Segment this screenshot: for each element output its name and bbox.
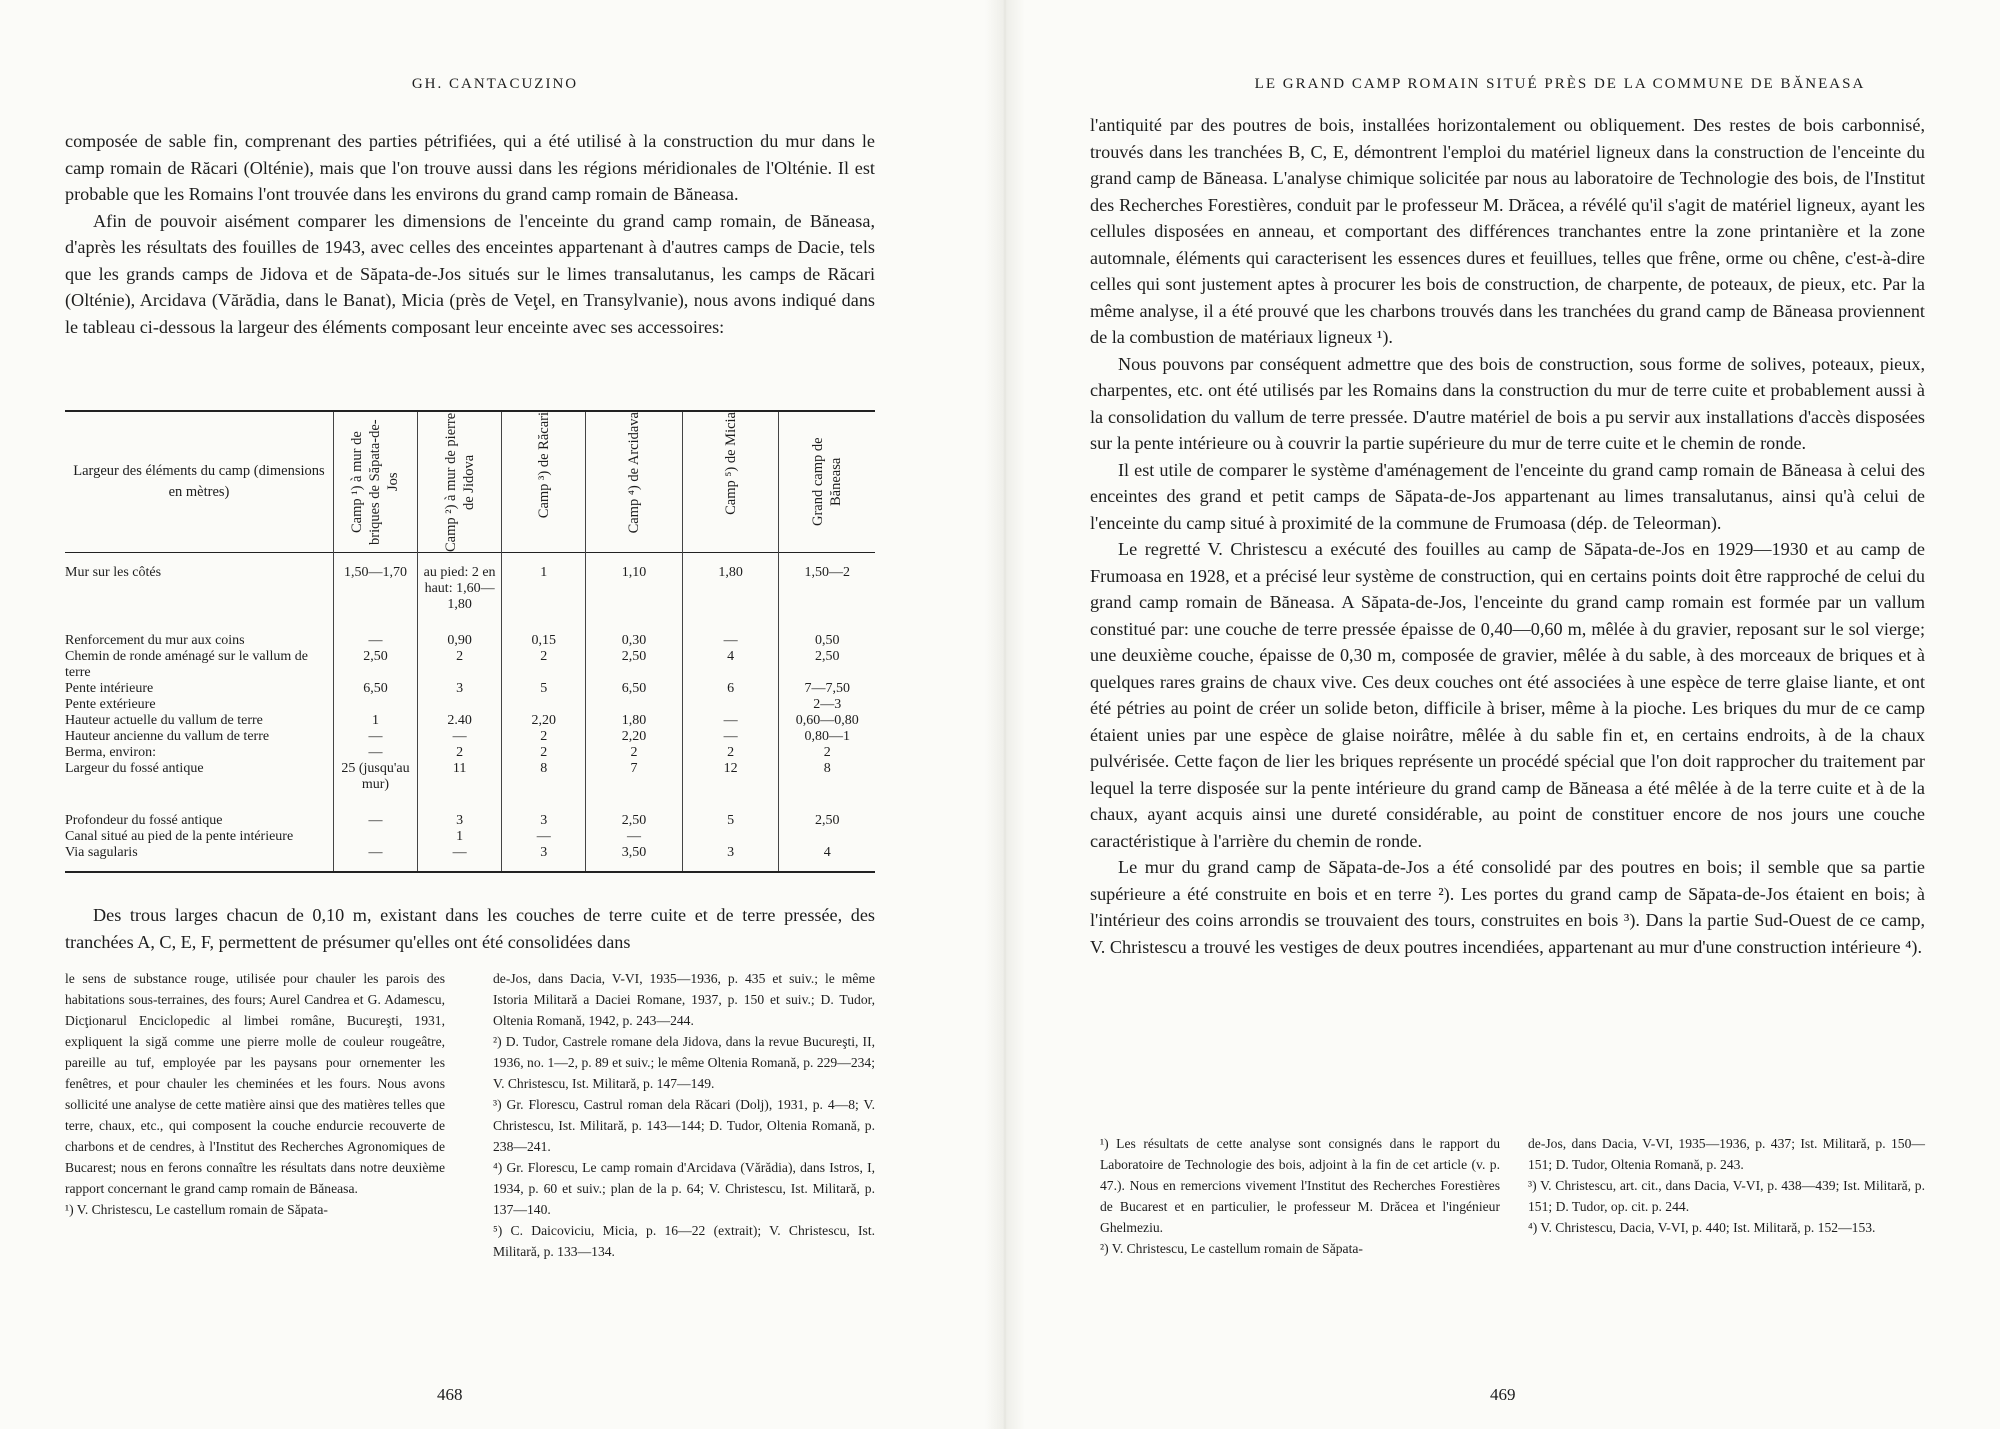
paragraph: Il est utile de comparer le système d'aménagement de l'enceinte du grand camp romain de Băneasa à celui des enceintes des grand et petit camps de Săpata-de-Jos appartenant au limes transalutanus, ainsi qu'à celui de l'enceinte du camp situé à proximité de la commune de Frumoasa (dép. de Teleorman). (1090, 459, 1925, 533)
table-row (65, 697, 875, 713)
table-row (65, 845, 875, 872)
table-body (65, 553, 875, 873)
table-row (65, 613, 875, 649)
table-cell: 2 (418, 745, 502, 761)
table-cell: 0,80—1 (779, 729, 875, 745)
footnote: ⁴) Gr. Florescu, Le camp romain d'Arcidava (Vărădia), dans Istros, I, 1934, p. 60 et suiv.; plan de la p. 64; V. Christescu, Ist. Militară, p. 137—140. (493, 1160, 875, 1217)
paragraph: composée de sable fin, comprenant des parties pétrifiées, qui a été utilisé à la construction du mur dans le camp romain de Răcari (Olténie), mais que l'on trouve aussi dans les régions méridionales de l'Olténie. Il est probable que les Romains l'ont trouvée dans les environs du grand camp romain de Băneasa. (65, 131, 875, 204)
table-cell: 8 (502, 761, 586, 793)
footnotes-column-1 (1100, 1133, 1500, 1259)
table-cell: 2 (502, 745, 586, 761)
table-cell: 2,20 (502, 713, 586, 729)
page-number: 468 (437, 1385, 463, 1404)
table-cell: 2,50 (779, 649, 875, 681)
table-row (65, 681, 875, 697)
table-cell: 2,50 (333, 649, 417, 681)
table-row-header: Largeur des éléments du camp (dimensions en mètres) (73, 463, 325, 500)
table-cell (682, 697, 779, 713)
row-label: Berma, environ: (65, 745, 156, 760)
table-cell: 11 (418, 761, 502, 793)
table-cell: 8 (779, 761, 875, 793)
table-cell: 1,50—2 (779, 553, 875, 614)
table-cell: 7—7,50 (779, 681, 875, 697)
table-row (65, 761, 875, 793)
column-header: Camp ¹) à mur de briques de Săpata-de-Jos (349, 419, 402, 545)
row-label: Pente intérieure (65, 681, 154, 696)
table-cell: 4 (779, 845, 875, 872)
table-row (65, 829, 875, 845)
table-cell: 2,50 (586, 793, 683, 829)
paragraph: Le mur du grand camp de Săpata-de-Jos a été consolidé par des poutres en bois; il semble que sa partie supérieure a été construite en bois et en terre ²). Les portes du grand camp de Săpata-de-Jos étaient en bois; à l'intérieur des coins arrondis se trouvaient des tours, construites en bois ³). Dans la partie Sud-Ouest de ce camp, V. Christescu a trouvé les vestiges de deux poutres incendiées, appartenant au mur d'une construction intérieure ⁴). (1090, 857, 1925, 957)
table-row (65, 745, 875, 761)
row-label: Renforcement du mur aux coins (65, 633, 245, 648)
body-text-continuation (65, 902, 875, 955)
table-cell: 0,90 (418, 613, 502, 649)
table-cell: — (586, 829, 683, 845)
table-cell: — (333, 793, 417, 829)
column-header: Camp ⁵) de Micia (722, 412, 739, 515)
table-cell: — (682, 713, 779, 729)
table-cell: 2 (779, 745, 875, 761)
table-row (65, 713, 875, 729)
body-text (1090, 112, 1925, 960)
table-cell: 0,30 (586, 613, 683, 649)
table-cell: 3 (418, 681, 502, 697)
table-cell (333, 697, 417, 713)
table-cell: 0,50 (779, 613, 875, 649)
table-cell: 3 (418, 793, 502, 829)
table-cell: 2,20 (586, 729, 683, 745)
row-label: Chemin de ronde aménagé sur le vallum de terre (65, 649, 308, 680)
row-label: Pente extérieure (65, 697, 156, 712)
table-cell: 12 (682, 761, 779, 793)
table-cell: 2 (418, 649, 502, 681)
table-row (65, 729, 875, 745)
table-cell: 6,50 (586, 681, 683, 697)
table-cell: — (333, 613, 417, 649)
table-cell: — (333, 845, 417, 872)
row-label: Canal situé au pied de la pente intérieure (65, 829, 294, 844)
table-cell: 25 (jusqu'au mur) (333, 761, 417, 793)
table-cell (502, 697, 586, 713)
paragraph: Nous pouvons par conséquent admettre que des bois de construction, sous forme de solives, poteaux, pieux, charpentes, etc. ont été utilisés par les Romains dans la construction du mur de terre cuite et probablement aussi à la consolidation du vallum de terre pressée. D'autre matériel de bois a pu servir aux installations d'accès disposées sur la pente intérieure ou à couvrir la partie supérieure du mur de terre cuite et le chemin de ronde. (1090, 353, 1925, 453)
footnote: de-Jos, dans Dacia, V-VI, 1935—1936, p. 435 et suiv.; le même Istoria Militară a Daciei Romane, 1937, p. 150 et suiv.; D. Tudor, Oltenia Romană, 1942, p. 243—244. (493, 971, 875, 1028)
table-cell: 1,80 (586, 713, 683, 729)
row-label: Hauteur ancienne du vallum de terre (65, 729, 270, 744)
paragraph: l'antiquité par des poutres de bois, installées horizontalement ou obliquement. Des restes de bois carbonnisé, trouvés dans les tranchées B, C, E, démontrent l'emploi du matériel ligneux dans la construction de l'enceinte du grand camp de Băneasa. L'analyse chimique solicitée par nous au laboratoire de Technologie des bois, de l'Institut des Recherches Forestières, conduit par le professeur M. Drăcea, a révélé qu'il s'agit de matériel ligneux, ayant les cellules disposées en anneau, et comportant des différences tranchantes entre la zone printanière et la zone automnale, éléments qui caracterisent les essences dures et feuillues, telles que frêne, orme ou chêne, c'est-à-dire celles qui sont justement aptes à procurer les bois de construction, de charpente, de poteaux, de pieux, etc. Par la même analyse, il a été prouvé que les charbons trouvés dans les tranchées du grand camp de Băneasa proviennent de la combustion de matériaux ligneux ¹). (1090, 115, 1925, 347)
table-cell: 0,60—0,80 (779, 713, 875, 729)
table-cell: 1 (502, 553, 586, 614)
table-cell: 2,50 (586, 649, 683, 681)
table-cell: 4 (682, 649, 779, 681)
table-cell (333, 829, 417, 845)
table-cell: 2 (502, 729, 586, 745)
running-head: LE GRAND CAMP ROMAIN SITUÉ PRÈS DE LA COMMUNE DE BĂNEASA (1254, 76, 1866, 92)
footnote: ²) V. Christescu, Le castellum romain de Săpata- (1100, 1241, 1363, 1256)
footnote: ³) Gr. Florescu, Castrul roman dela Răcari (Dolj), 1931, p. 4—8; V. Christescu, Ist. Militară, p. 143—144; D. Tudor, Oltenia Romană, p. 238—241. (493, 1097, 875, 1154)
table-cell: 1,80 (682, 553, 779, 614)
table-cell: 7 (586, 761, 683, 793)
table-cell: — (418, 729, 502, 745)
table-cell: 0,15 (502, 613, 586, 649)
book-gutter (985, 0, 1025, 1429)
table-row (65, 649, 875, 681)
table-cell (779, 829, 875, 845)
right-page (1045, 0, 2000, 1429)
table-cell: 2 (682, 745, 779, 761)
footnote: ¹) Les résultats de cette analyse sont consignés dans le rapport du Laboratoire de Technologie des bois, adjoint à la fin de cet article (v. p. 47.). Nous en remercions vivement l'Institut des Recherches Forestières de Bucarest et en particulier, le professeur M. Drăcea et l'ingénieur Ghelmeziu. (1100, 1136, 1500, 1235)
table-cell: 6 (682, 681, 779, 697)
row-label: Profondeur du fossé antique (65, 813, 223, 828)
footnote: ³) V. Christescu, art. cit., dans Dacia, V-VI, p. 438—439; Ist. Militară, p. 151; D. Tudor, op. cit. p. 244. (1528, 1178, 1925, 1214)
footnote: ⁵) C. Daicoviciu, Micia, p. 16—22 (extrait); V. Christescu, Ist. Militară, p. 133—134. (493, 1223, 875, 1259)
running-head: GH. CANTACUZINO (411, 76, 579, 92)
table-cell (418, 697, 502, 713)
table-cell (682, 829, 779, 845)
column-header: Camp ³) de Răcari (535, 412, 552, 519)
table-cell: — (682, 613, 779, 649)
column-header: Camp ⁴) de Arcidava (626, 412, 643, 534)
table-cell: 6,50 (333, 681, 417, 697)
column-header: Camp ²) à mur de pierre de Jidova (442, 412, 477, 552)
table-cell: — (333, 745, 417, 761)
table-cell: 2,50 (779, 793, 875, 829)
table-cell: — (333, 729, 417, 745)
row-label: Largeur du fossé antique (65, 761, 204, 776)
table-cell (586, 697, 683, 713)
paragraph: Le regretté V. Christescu a exécuté des fouilles au camp de Săpata-de-Jos en 1929—1930 et au camp de Frumoasa en 1928, et a précisé leur système de construction, qui en certains points doit être rapproché de celui du grand camp romain de Băneasa. A Săpata-de-Jos, l'enceinte du grand camp romain est formée par un vallum constitué par: une couche de terre pressée épaisse de 0,40—0,60 m, mêlée à du gravier, reposant sur le sol vierge; une deuxième couche, épaisse de 0,30 m, composée de gravier, mêlée à du sable, à des morceaux de briques et à quelques rares grains de chaux vive. Ces deux couches ont été associées à une espèce de terre glaise liante, et ont été pétries au point de créer un solide beton, difficile à briser, même à la pioche. Les briques du mur de ce camp étaient unies par une espèce de glaise noirâtre, mêlée à du sable fin et, en certains endroits, à de la chaux pulvérisée. Cette façon de lier les briques représente un procédé spécial que l'on doit rapprocher du traitement par lequel la terre disposée sur la pente intérieure du grand camp de Băneasa a été mêlée à de la terre cuite et à de la chaux, ayant acquis ainsi une dureté considérable, au point de constituer encore de nos jours une couche caractéristique à l'arrière du chemin de ronde. (1090, 539, 1925, 851)
table-cell: 1,50—1,70 (333, 553, 417, 614)
row-label: Mur sur les côtés (65, 565, 162, 580)
table-cell: 5 (682, 793, 779, 829)
table-cell: — (418, 845, 502, 872)
table-cell: 1,10 (586, 553, 683, 614)
row-label: Via sagularis (65, 845, 138, 860)
row-label: Hauteur actuelle du vallum de terre (65, 713, 263, 728)
table-cell: 3 (502, 845, 586, 872)
footnote: ²) D. Tudor, Castrele romane dela Jidova, dans la revue Bucureşti, II, 1936, no. 1—2, p. 89 et suiv.; le même Oltenia Romană, p. 229—234; V. Christescu, Ist. Militară, p. 147—149. (493, 1034, 875, 1091)
table-cell: 1 (333, 713, 417, 729)
table-cell: 3,50 (586, 845, 683, 872)
footnote: ⁴) V. Christescu, Dacia, V-VI, p. 440; Ist. Militară, p. 152—153. (1528, 1220, 1876, 1235)
footnotes-column-2 (1528, 1133, 1925, 1238)
table-cell: 1 (418, 829, 502, 845)
table-cell: — (682, 729, 779, 745)
footnotes-column-1 (65, 968, 445, 1220)
paragraph: Afin de pouvoir aisément comparer les dimensions de l'enceinte du grand camp romain, de Băneasa, d'après les résultats des fouilles de 1943, avec celles des enceintes appartenant à d'autres camps de Dacie, tels que les grands camps de Jidova et de Săpata-de-Jos situés sur le limes transalutanus, les camps de Răcari (Olténie), Arcidava (Vărădia, dans le Banat), Micia (près de Veţel, en Transylvanie), nous avons indiqué dans le tableau ci-dessous la largeur des éléments composant leur enceinte avec ses accessoires: (65, 210, 875, 337)
table-cell: 3 (502, 793, 586, 829)
table-cell: 2 (586, 745, 683, 761)
table-row (65, 553, 875, 614)
table-cell: — (502, 829, 586, 845)
left-page (0, 0, 965, 1429)
dimensions-table (65, 410, 875, 873)
table-cell: au pied: 2 en haut: 1,60—1,80 (418, 553, 502, 614)
footnotes-column-2 (493, 968, 875, 1262)
footnote: ¹) V. Christescu, Le castellum romain de Săpata- (65, 1202, 328, 1217)
table-row (65, 793, 875, 829)
paragraph: Des trous larges chacun de 0,10 m, existant dans les couches de terre cuite et de terre pressée, des tranchées A, C, E, F, permettent de présumer qu'elles ont été consolidées dans (65, 905, 875, 952)
footnote: de-Jos, dans Dacia, V-VI, 1935—1936, p. 437; Ist. Militară, p. 150—151; D. Tudor, Oltenia Romană, p. 243. (1528, 1136, 1925, 1172)
page-number: 469 (1490, 1385, 1516, 1404)
footnote: le sens de substance rouge, utilisée pour chauler les parois des habitations sous-terraines, des fours; Aurel Candrea et G. Adamescu, Dicţionarul Enciclopedic al limbei române, Bucureşti, 1931, expliquent la sigă comme une pierre molle de couleur rougeâtre, pareille au tuf, employée par les paysans pour ornementer les fenêtres, et pour chauler les cheminées et les fours. Nous avons sollicité une analyse de cette matière ainsi que des matières telles que terre, chaux, etc., qui composent la couche endurcie recouverte de charbons et de cendres, à l'Institut des Recherches Agronomiques de Bucarest; nous en ferons connaître les résultats dans notre deuxième rapport concernant le grand camp romain de Băneasa. (65, 971, 445, 1196)
body-text (65, 128, 875, 340)
table-cell: 2.40 (418, 713, 502, 729)
column-header: Grand camp de Băneasa (810, 437, 845, 527)
table-cell: 5 (502, 681, 586, 697)
table-cell: 2 (502, 649, 586, 681)
table-cell: 2—3 (779, 697, 875, 713)
table-cell: 3 (682, 845, 779, 872)
